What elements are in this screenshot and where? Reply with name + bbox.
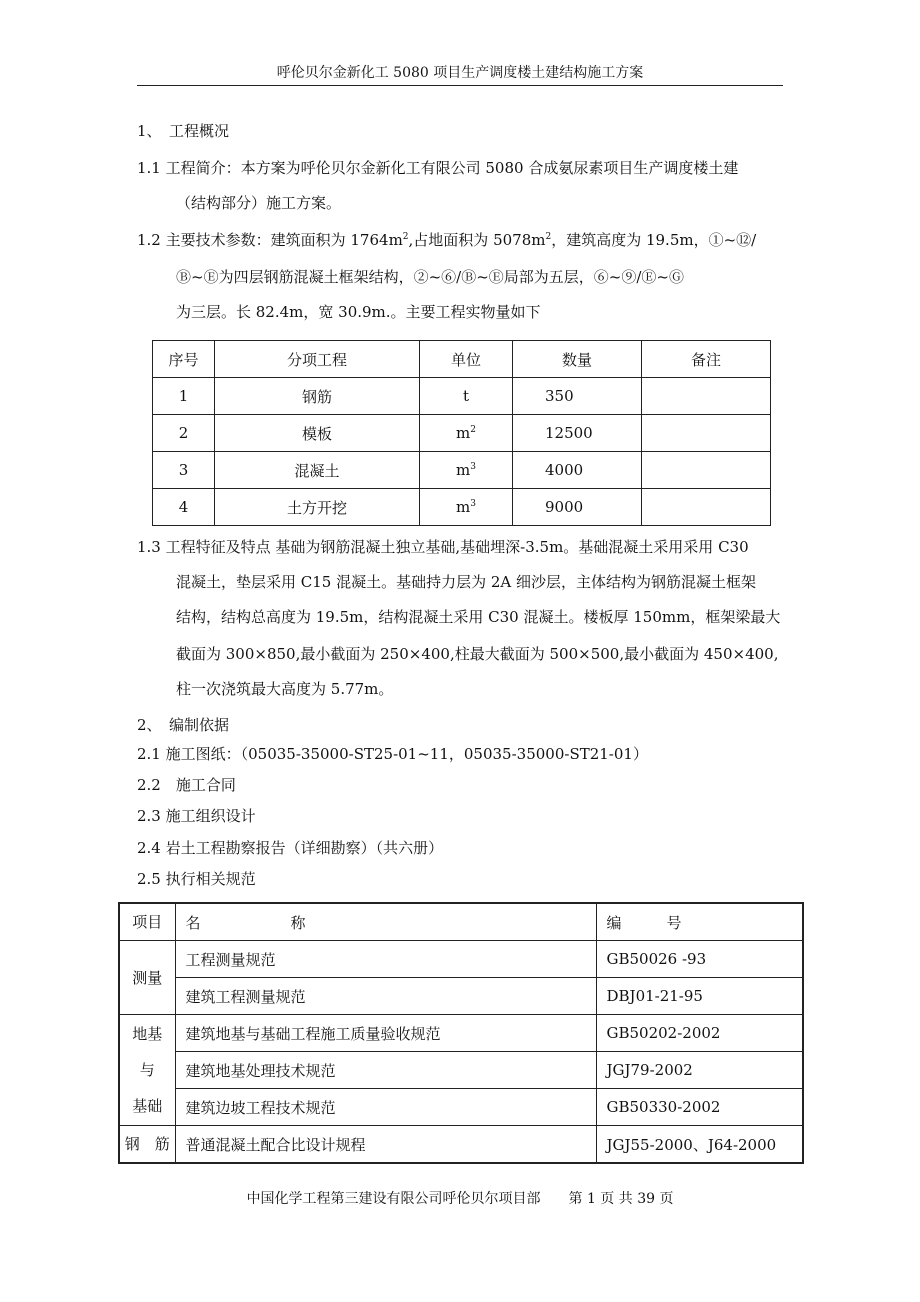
section-1-heading: 1、 工程概况 <box>137 122 230 140</box>
header-cell-no: 序号 <box>153 341 215 378</box>
section-2-heading: 2、 编制依据 <box>137 716 230 734</box>
row-no: 2 <box>153 415 215 452</box>
standard-name: 建筑地基处理技术规范 <box>175 1052 596 1089</box>
row-unit <box>420 415 513 452</box>
row-item: 钢筋 <box>215 378 420 415</box>
standard-code: DBJ01-21-95 <box>596 978 803 1015</box>
features-line-3: 结构，结构总高度为 19.5m，结构混凝土采用 C30 混凝土。楼板厚 150mm，框架梁最大 <box>176 608 781 626</box>
standards-table <box>118 902 804 1164</box>
category-foundation-line-3: 基础 <box>132 1097 163 1115</box>
header-cell-item: 分项工程 <box>215 341 420 378</box>
unit-superscript: 3 <box>470 462 476 472</box>
table-row <box>153 415 771 452</box>
row-item: 模板 <box>215 415 420 452</box>
row-note <box>642 489 771 526</box>
category-foundation <box>119 1015 175 1126</box>
header-cell-category: 项目 <box>119 903 175 941</box>
features-line-5: 柱一次浇筑最大高度为 5.77m。 <box>176 680 394 698</box>
superscript-2: 2 <box>545 232 552 242</box>
params-height-text: ，建筑高度为 19.5m，①~⑫/ <box>551 231 757 249</box>
row-qty: 350 <box>513 378 642 415</box>
category-foundation-line-2: 与 <box>139 1061 155 1079</box>
standard-code: GB50202-2002 <box>596 1015 803 1052</box>
row-note <box>642 452 771 489</box>
unit-superscript: 3 <box>470 499 476 509</box>
table-row <box>119 1126 803 1164</box>
params-area-text: 1.2 主要技术参数：建筑面积为 1764m <box>137 231 403 249</box>
standard-name: 建筑工程测量规范 <box>175 978 596 1015</box>
header-cell-qty: 数量 <box>513 341 642 378</box>
row-no: 1 <box>153 378 215 415</box>
row-note <box>642 378 771 415</box>
table-row <box>153 378 771 415</box>
basis-item: 2.2 施工合同 <box>137 776 236 794</box>
table-row <box>153 489 771 526</box>
row-item: 土方开挖 <box>215 489 420 526</box>
row-qty: 12500 <box>513 415 642 452</box>
header-cell-code: 编 号 <box>596 903 803 941</box>
table-row <box>119 941 803 978</box>
params-line-2: Ⓑ~Ⓔ为四层钢筋混凝土框架结构，②~⑥/Ⓑ~Ⓔ局部为五层，⑥~⑨/Ⓔ~Ⓖ <box>176 268 684 286</box>
row-no: 3 <box>153 452 215 489</box>
intro-line-2: （结构部分）施工方案。 <box>176 194 342 212</box>
table-header-row <box>153 341 771 378</box>
quantity-table <box>152 340 771 526</box>
category-survey: 测量 <box>119 941 175 1015</box>
header-cell-name: 名 称 <box>175 903 596 941</box>
row-item: 混凝土 <box>215 452 420 489</box>
page-header: 呼伦贝尔金新化工 5080 项目生产调度楼土建结构施工方案 <box>276 65 644 81</box>
unit-text: t <box>462 387 470 405</box>
params-line-1 <box>137 230 756 250</box>
row-no: 4 <box>153 489 215 526</box>
basis-item: 2.5 执行相关规范 <box>137 870 256 888</box>
standard-name: 建筑边坡工程技术规范 <box>175 1089 596 1126</box>
page-footer: 中国化学工程第三建设有限公司呼伦贝尔项目部 第 1 页 共 39 页 <box>246 1191 674 1207</box>
basis-item: 2.3 施工组织设计 <box>137 807 256 825</box>
row-unit <box>420 378 513 415</box>
params-line-3: 为三层。长 82.4m，宽 30.9m.。主要工程实物量如下 <box>176 303 541 321</box>
features-line-1: 1.3 工程特征及特点 基础为钢筋混凝土独立基础,基础埋深-3.5m。基础混凝土采用采用 C30 <box>137 538 749 556</box>
table-row <box>119 1015 803 1052</box>
row-qty: 4000 <box>513 452 642 489</box>
basis-item: 2.4 岩土工程勘察报告（详细勘察）（共六册） <box>137 839 444 857</box>
category-foundation-line-1: 地基 <box>132 1025 163 1043</box>
standard-code: GB50330-2002 <box>596 1089 803 1126</box>
table-row <box>119 978 803 1015</box>
row-unit <box>420 489 513 526</box>
header-cell-note: 备注 <box>642 341 771 378</box>
row-qty: 9000 <box>513 489 642 526</box>
row-note <box>642 415 771 452</box>
standard-code: JGJ55-2000、J64-2000 <box>596 1126 803 1164</box>
table-row <box>119 1089 803 1126</box>
features-line-4: 截面为 300×850,最小截面为 250×400,柱最大截面为 500×500,最小截面为 450×400, <box>176 645 779 663</box>
intro-line-1: 1.1 工程简介：本方案为呼伦贝尔金新化工有限公司 5080 合成氨尿素项目生产调度楼土建 <box>137 159 739 177</box>
row-unit <box>420 452 513 489</box>
standard-name: 普通混凝土配合比设计规程 <box>175 1126 596 1164</box>
unit-text: m <box>456 461 471 479</box>
category-rebar: 钢 筋 <box>119 1126 175 1164</box>
features-line-2: 混凝土，垫层采用 C15 混凝土。基础持力层为 2A 细沙层，主体结构为钢筋混凝土框架 <box>176 573 757 591</box>
table-row <box>119 1052 803 1089</box>
unit-superscript: 2 <box>470 425 476 435</box>
superscript-2: 2 <box>402 232 409 242</box>
standard-name: 工程测量规范 <box>175 941 596 978</box>
standard-code: JGJ79-2002 <box>596 1052 803 1089</box>
standard-name: 建筑地基与基础工程施工质量验收规范 <box>175 1015 596 1052</box>
header-divider <box>137 85 783 86</box>
params-site-text: ,占地面积为 5078m <box>408 231 546 249</box>
table-row <box>153 452 771 489</box>
header-cell-unit: 单位 <box>420 341 513 378</box>
table-header-row <box>119 903 803 941</box>
unit-text: m <box>456 424 471 442</box>
standard-code: GB50026 -93 <box>596 941 803 978</box>
unit-text: m <box>456 498 471 516</box>
basis-item: 2.1 施工图纸：（05035-35000-ST25-01~11，05035-35000-ST21-01） <box>137 745 648 763</box>
